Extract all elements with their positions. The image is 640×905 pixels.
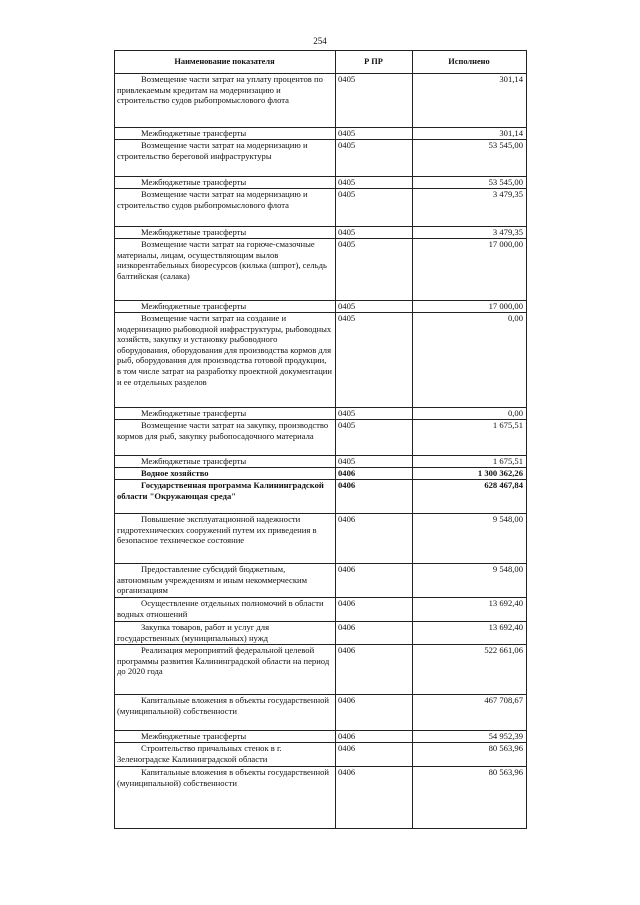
page-number: 254 [313, 36, 327, 46]
row-indicator-name: Межбюджетные трансферты [115, 456, 336, 468]
table-row [115, 189, 527, 227]
table-row [115, 420, 527, 456]
row-executed-value: 301,14 [413, 74, 527, 128]
row-section-code: 0406 [336, 731, 413, 743]
row-indicator-name: Капитальные вложения в объекты государственной (муниципальной) собственности [115, 767, 336, 829]
row-indicator-name: Межбюджетные трансферты [115, 408, 336, 420]
table-row [115, 74, 527, 128]
row-section-code: 0405 [336, 227, 413, 239]
table-row [115, 622, 527, 645]
table-row [115, 645, 527, 695]
table-row [115, 598, 527, 622]
row-section-code: 0405 [336, 313, 413, 408]
row-section-code: 0405 [336, 239, 413, 301]
row-indicator-name: Межбюджетные трансферты [115, 177, 336, 189]
table-header-row [115, 51, 527, 74]
row-section-code: 0405 [336, 140, 413, 177]
row-indicator-name: Реализация мероприятий федеральной целевой программы развития Калининградской области на период до 2020 года [115, 645, 336, 695]
row-section-code: 0405 [336, 177, 413, 189]
table-body [115, 74, 527, 829]
row-section-code: 0406 [336, 622, 413, 645]
row-indicator-name: Возмещение части затрат на модернизацию и строительство судов рыбопромыслового флота [115, 189, 336, 227]
row-indicator-name: Межбюджетные трансферты [115, 128, 336, 140]
table-row [115, 564, 527, 598]
row-section-code: 0406 [336, 743, 413, 767]
row-indicator-name: Государственная программа Калининградской области "Окружающая среда" [115, 480, 336, 514]
row-indicator-name: Осуществление отдельных полномочий в области водных отношений [115, 598, 336, 622]
row-executed-value: 1 675,51 [413, 420, 527, 456]
table-row [115, 480, 527, 514]
table-row [115, 731, 527, 743]
row-section-code: 0406 [336, 514, 413, 564]
row-indicator-name: Предоставление субсидий бюджетным, автономным учреждениям и иным некоммерческим организациям [115, 564, 336, 598]
row-section-code: 0405 [336, 408, 413, 420]
row-executed-value: 467 708,67 [413, 695, 527, 731]
table-row [115, 140, 527, 177]
header-executed: Исполнено [413, 51, 527, 74]
row-section-code: 0406 [336, 695, 413, 731]
table-row [115, 227, 527, 239]
table-row [115, 408, 527, 420]
row-indicator-name: Водное хозяйство [115, 468, 336, 480]
row-executed-value: 80 563,96 [413, 743, 527, 767]
row-executed-value: 522 661,06 [413, 645, 527, 695]
row-executed-value: 3 479,35 [413, 227, 527, 239]
table-row [115, 301, 527, 313]
row-executed-value: 3 479,35 [413, 189, 527, 227]
table-row [115, 128, 527, 140]
row-indicator-name: Межбюджетные трансферты [115, 301, 336, 313]
row-section-code: 0405 [336, 456, 413, 468]
row-indicator-name: Возмещение части затрат на горюче-смазочные материалы, лицам, осуществляющим вылов низкорентабельных биоресурсов (килька (шпрот), сельдь балтийская (салака) [115, 239, 336, 301]
table-row [115, 468, 527, 480]
row-indicator-name: Возмещение части затрат на закупку, производство кормов для рыб, закупку рыбопосадочного материала [115, 420, 336, 456]
row-executed-value: 80 563,96 [413, 767, 527, 829]
row-indicator-name: Возмещение части затрат на создание и модернизацию рыбоводной инфраструктуры, рыбоводных хозяйств, закупку и установку рыбоводного оборудования, оборудования для производства кормов для рыб, оборудования для производства готовой продукции, в том числе затрат на разработку проектной документации и ее отдельных разделов [115, 313, 336, 408]
row-section-code: 0405 [336, 74, 413, 128]
table-row [115, 177, 527, 189]
table-row [115, 695, 527, 731]
row-indicator-name: Межбюджетные трансферты [115, 227, 336, 239]
row-executed-value: 628 467,84 [413, 480, 527, 514]
row-section-code: 0405 [336, 189, 413, 227]
row-section-code: 0405 [336, 128, 413, 140]
row-executed-value: 54 952,39 [413, 731, 527, 743]
row-executed-value: 1 675,51 [413, 456, 527, 468]
row-executed-value: 53 545,00 [413, 140, 527, 177]
row-section-code: 0406 [336, 598, 413, 622]
row-section-code: 0406 [336, 767, 413, 829]
row-section-code: 0405 [336, 301, 413, 313]
row-section-code: 0406 [336, 645, 413, 695]
row-indicator-name: Капитальные вложения в объекты государственной (муниципальной) собственности [115, 695, 336, 731]
row-executed-value: 13 692,40 [413, 598, 527, 622]
row-executed-value: 13 692,40 [413, 622, 527, 645]
row-section-code: 0406 [336, 468, 413, 480]
row-indicator-name: Закупка товаров, работ и услуг для государственных (муниципальных) нужд [115, 622, 336, 645]
table-row [115, 767, 527, 829]
row-executed-value: 9 548,00 [413, 514, 527, 564]
row-indicator-name: Возмещение части затрат на уплату процентов по привлекаемым кредитам на модернизацию и строительство судов рыбопромыслового флота [115, 74, 336, 128]
row-executed-value: 53 545,00 [413, 177, 527, 189]
table-row [115, 456, 527, 468]
row-executed-value: 0,00 [413, 313, 527, 408]
row-executed-value: 1 300 362,26 [413, 468, 527, 480]
table-row [115, 743, 527, 767]
row-indicator-name: Строительство причальных стенок в г. Зеленоградске Калининградской области [115, 743, 336, 767]
row-section-code: 0406 [336, 564, 413, 598]
row-section-code: 0405 [336, 420, 413, 456]
row-executed-value: 0,00 [413, 408, 527, 420]
header-indicator-name: Наименование показателя [115, 51, 336, 74]
table-row [115, 313, 527, 408]
row-indicator-name: Возмещение части затрат на модернизацию и строительство береговой инфраструктуры [115, 140, 336, 177]
budget-table [114, 50, 527, 829]
table-row [115, 239, 527, 301]
row-indicator-name: Повышение эксплуатационной надежности гидротехнических сооружений путем их приведения в безопасное техническое состояние [115, 514, 336, 564]
row-indicator-name: Межбюджетные трансферты [115, 731, 336, 743]
row-section-code: 0406 [336, 480, 413, 514]
header-section-code: Р ПР [336, 51, 413, 74]
row-executed-value: 17 000,00 [413, 239, 527, 301]
row-executed-value: 9 548,00 [413, 564, 527, 598]
row-executed-value: 17 000,00 [413, 301, 527, 313]
row-executed-value: 301,14 [413, 128, 527, 140]
table-row [115, 514, 527, 564]
